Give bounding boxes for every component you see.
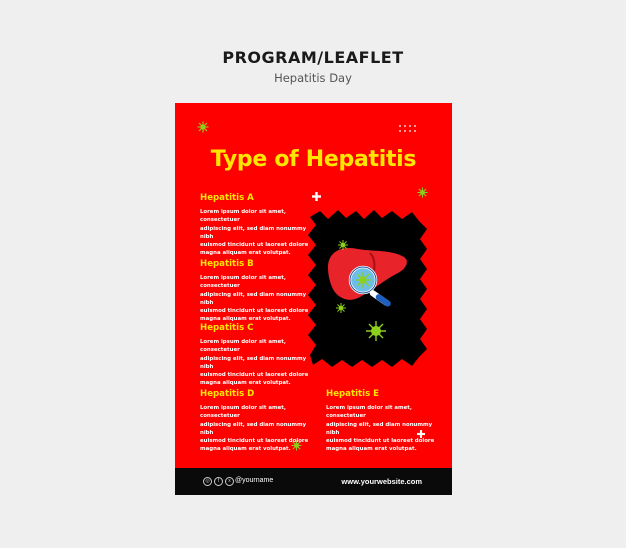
instagram-icon[interactable]: ◎ [203,477,212,486]
section-body: Lorem ipsum dolor sit amet, consectetuer adipiscing elit, sed diam nonummy nibh euismod tincidunt ut laoreet dolore magna aliquam erat volutpat. [200,275,309,323]
section-heading: Hepatitis A [200,193,254,203]
virus-icon [417,187,428,198]
social-handle[interactable]: @yourname [235,477,274,484]
section-hepatitis-d [200,389,310,454]
virus-icon [197,121,209,133]
section-heading: Hepatitis B [200,259,254,269]
section-heading: Hepatitis C [200,323,254,333]
section-body: Lorem ipsum dolor sit amet, consectetuer adipiscing elit, sed diam nonummy nibh euismod tincidunt ut laoreet dolore magna aliquam erat volutpat. [200,405,309,453]
section-hepatitis-c [200,323,310,388]
x-icon[interactable]: x [225,477,234,486]
leaflet-poster [175,103,452,495]
plus-icon [312,192,321,201]
liver-magnifier-illustration [306,209,428,369]
section-hepatitis-b [200,259,310,324]
section-heading: Hepatitis D [200,389,255,399]
page-title: PROGRAM/LEAFLET [222,48,404,67]
page-subtitle: Hepatitis Day [274,71,352,85]
section-hepatitis-e [326,389,436,454]
section-heading: Hepatitis E [326,389,380,399]
website-link[interactable]: www.yourwebsite.com [341,477,422,486]
dots-icon [398,124,420,133]
facebook-icon[interactable]: f [214,477,223,486]
section-body: Lorem ipsum dolor sit amet, consectetuer adipiscing elit, sed diam nonummy nibh euismod tincidunt ut laoreet dolore magna aliquam erat volutpat. [326,405,435,453]
poster-footer [175,468,452,495]
section-body: Lorem ipsum dolor sit amet, consectetuer adipiscing elit, sed diam nonummy nibh euismod tincidunt ut laoreet dolore magna aliquam erat volutpat. [200,339,309,387]
section-hepatitis-a [200,193,310,258]
section-body: Lorem ipsum dolor sit amet, consectetuer adipiscing elit, sed diam nonummy nibh euismod tincidunt ut laoreet dolore magna aliquam erat volutpat. [200,209,309,257]
poster-title: Type of Hepatitis [210,147,417,172]
